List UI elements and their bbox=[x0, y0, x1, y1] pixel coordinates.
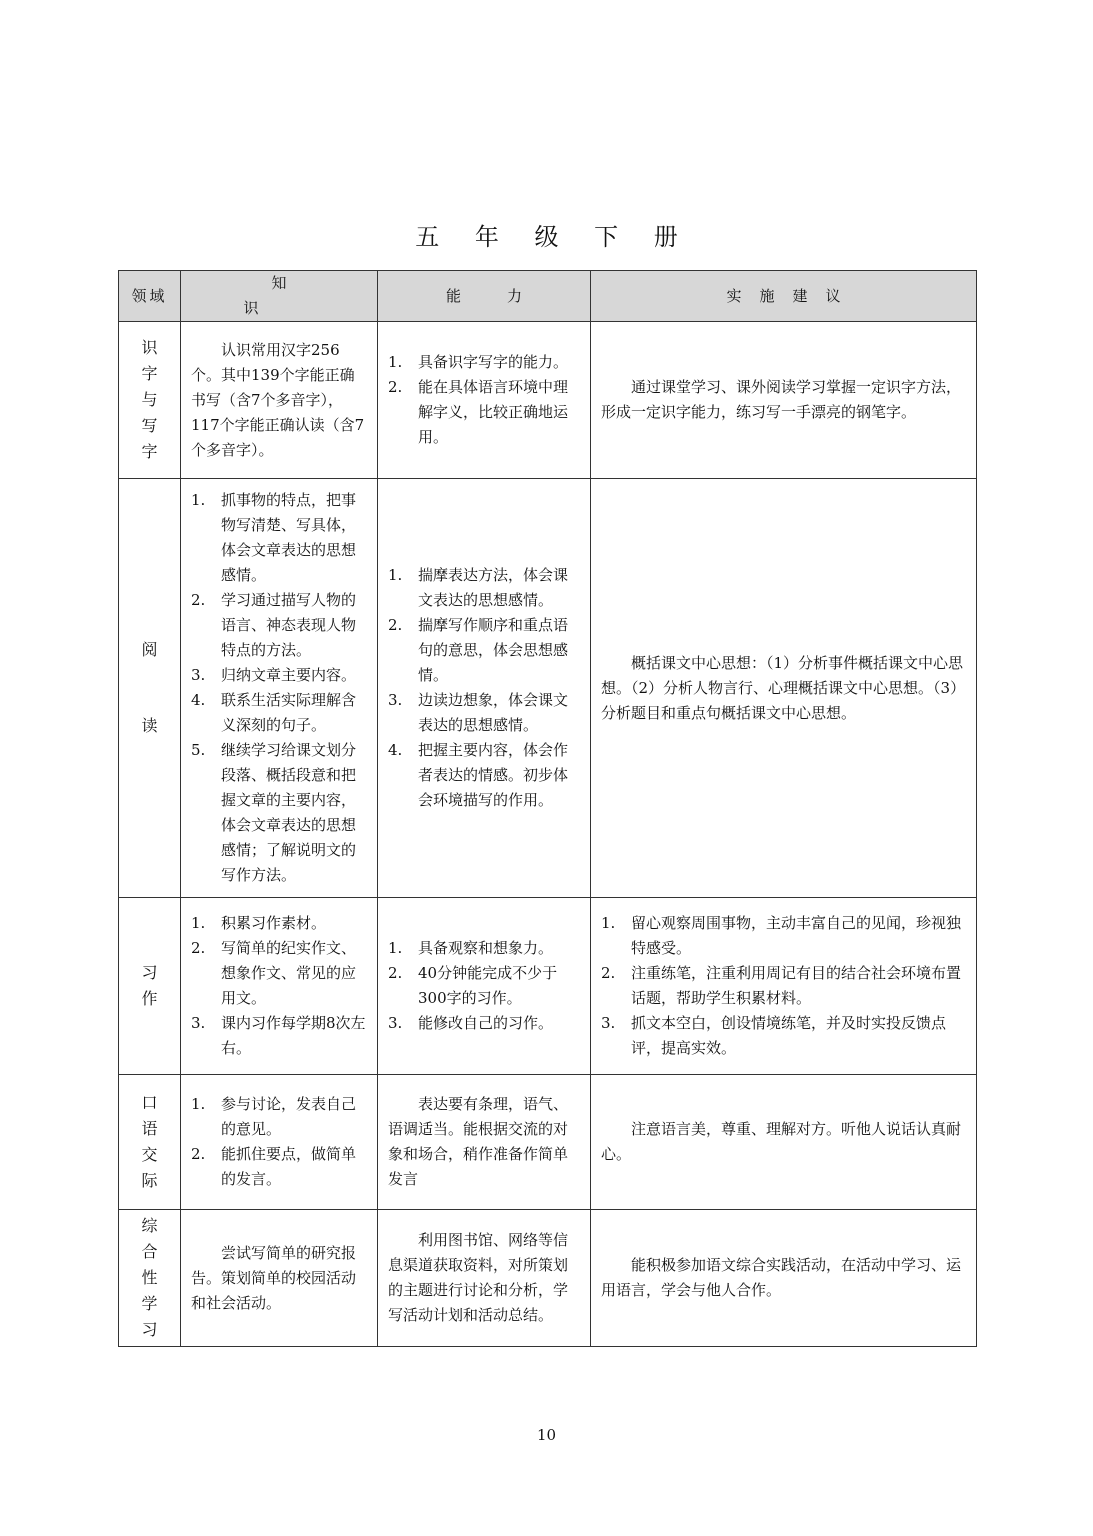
knowledge-cell bbox=[181, 479, 378, 898]
domain-char: 性 bbox=[141, 1268, 158, 1287]
ability-cell bbox=[378, 1210, 591, 1347]
ability-cell bbox=[378, 1075, 591, 1210]
row-writing bbox=[119, 898, 977, 1075]
header-ability: 能力 bbox=[378, 271, 591, 322]
domain-char: 合 bbox=[141, 1242, 158, 1261]
list-item: 1. 参与讨论，发表自己的意见。 bbox=[191, 1095, 357, 1138]
list-item: 2. 揣摩写作顺序和重点语句的意思，体会思想感情。 bbox=[388, 616, 569, 684]
list-item: 3. 课内习作每学期8次左右。 bbox=[191, 1014, 366, 1057]
domain-cell bbox=[119, 479, 181, 898]
knowledge-text: 认识常用汉字256个。其中139个字能正确书写（含7个多音字），117个字能正确认读（含7个多音字）。 bbox=[191, 340, 365, 459]
suggestion-cell bbox=[591, 322, 977, 479]
suggestion-cell bbox=[591, 898, 977, 1075]
header-row bbox=[119, 271, 977, 322]
suggestion-text: 通过课堂学习、课外阅读学习掌握一定识字方法，形成一定识字能力，练习写一手漂亮的钢笔字。 bbox=[601, 378, 962, 421]
domain-cell bbox=[119, 322, 181, 479]
domain-char: 读 bbox=[141, 716, 158, 735]
domain-char: 阅 bbox=[141, 640, 158, 659]
domain-char: 与 bbox=[141, 390, 158, 409]
curriculum-table bbox=[118, 270, 977, 1347]
row-comprehensive bbox=[119, 1210, 977, 1347]
domain-char: 学 bbox=[141, 1294, 158, 1313]
ability-text: 表达要有条理，语气、语调适当。能根据交流的对象和场合，稍作准备作简单发言 bbox=[388, 1095, 569, 1188]
suggestion-cell bbox=[591, 479, 977, 898]
list-item: 1. 具备观察和想象力。 bbox=[388, 939, 554, 957]
list-item: 1. 积累习作素材。 bbox=[191, 914, 327, 932]
list-item: 4. 把握主要内容，体会作者表达的情感。初步体会环境描写的作用。 bbox=[388, 741, 569, 809]
domain-char: 交 bbox=[141, 1145, 158, 1164]
domain-char: 识 bbox=[141, 338, 158, 357]
list-item: 1. 揣摩表达方法，体会课文表达的思想感情。 bbox=[388, 566, 569, 609]
list-item: 2. 能抓住要点，做简单的发言。 bbox=[191, 1145, 357, 1188]
list-item: 3. 抓文本空白，创设情境练笔，并及时实投反馈点评，提高实效。 bbox=[601, 1014, 947, 1057]
knowledge-cell bbox=[181, 898, 378, 1075]
list-item: 3. 能修改自己的习作。 bbox=[388, 1014, 554, 1032]
list-item: 3. 边读边想象，体会课文表达的思想感情。 bbox=[388, 691, 569, 734]
list-item: 2. 能在具体语言环境中理解字义，比较正确地运用。 bbox=[388, 378, 569, 446]
list-item: 4. 联系生活实际理解含义深刻的句子。 bbox=[191, 691, 357, 734]
list-item: 2. 学习通过描写人物的语言、神态表现人物特点的方法。 bbox=[191, 591, 357, 659]
ability-cell bbox=[378, 322, 591, 479]
page-title: 五 年 级 下 册 bbox=[415, 223, 692, 251]
domain-char: 语 bbox=[141, 1119, 158, 1138]
domain-char: 习 bbox=[141, 1320, 158, 1339]
domain-char: 作 bbox=[141, 989, 158, 1008]
row-literacy bbox=[119, 322, 977, 479]
ability-cell bbox=[378, 898, 591, 1075]
list-item: 2. 40分钟能完成不少于300字的习作。 bbox=[388, 964, 558, 1007]
domain-char: 际 bbox=[141, 1171, 158, 1190]
ability-text: 利用图书馆、网络等信息渠道获取资料，对所策划的主题进行讨论和分析，学写活动计划和活动总结。 bbox=[388, 1231, 569, 1324]
list-item: 5. 继续学习给课文划分段落、概括段意和把握文章的主要内容，体会文章表达的思想感情；了解说明文的写作方法。 bbox=[191, 741, 357, 884]
knowledge-text: 尝试写简单的研究报告。策划简单的校园活动和社会活动。 bbox=[191, 1243, 357, 1312]
domain-cell bbox=[119, 1075, 181, 1210]
list-item: 1. 留心观察周围事物，主动丰富自己的见闻，珍视独特感受。 bbox=[601, 914, 962, 957]
list-item: 1. 具备识字写字的能力。 bbox=[388, 353, 569, 371]
domain-char: 习 bbox=[141, 963, 158, 982]
list-item: 3. 归纳文章主要内容。 bbox=[191, 666, 357, 684]
knowledge-cell bbox=[181, 1075, 378, 1210]
header-suggestion: 实施建议 bbox=[591, 271, 977, 322]
knowledge-cell bbox=[181, 322, 378, 479]
domain-char: 字 bbox=[141, 364, 158, 383]
suggestion-cell bbox=[591, 1075, 977, 1210]
domain-char: 字 bbox=[141, 442, 158, 461]
list-item: 2. 注重练笔，注重利用周记有目的结合社会环境布置话题，帮助学生积累材料。 bbox=[601, 964, 962, 1007]
domain-cell bbox=[119, 898, 181, 1075]
page-number: 10 bbox=[536, 1426, 557, 1444]
domain-char: 写 bbox=[141, 416, 158, 435]
suggestion-text: 能积极参加语文综合实践活动，在活动中学习、运用语言，学会与他人合作。 bbox=[601, 1256, 962, 1299]
list-item: 1. 抓事物的特点，把事物写清楚、写具体，体会文章表达的思想感情。 bbox=[191, 491, 357, 584]
suggestion-text: 概括课文中心思想：（1）分析事件概括课文中心思想。（2）分析人物言行、心理概括课文中心思想。（3）分析题目和重点句概括课文中心思想。 bbox=[601, 653, 966, 722]
domain-cell bbox=[119, 1210, 181, 1347]
knowledge-cell bbox=[181, 1210, 378, 1347]
suggestion-text: 注意语言美，尊重、理解对方。听他人说话认真耐心。 bbox=[601, 1120, 962, 1163]
row-oral bbox=[119, 1075, 977, 1210]
domain-char: 综 bbox=[141, 1216, 158, 1235]
header-knowledge: 知识 bbox=[181, 271, 378, 322]
header-domain: 领域 bbox=[119, 271, 181, 322]
list-item: 2. 写简单的纪实作文、想象作文、常见的应用文。 bbox=[191, 939, 357, 1007]
domain-char: 口 bbox=[141, 1093, 158, 1112]
ability-cell bbox=[378, 479, 591, 898]
row-reading bbox=[119, 479, 977, 898]
suggestion-cell bbox=[591, 1210, 977, 1347]
